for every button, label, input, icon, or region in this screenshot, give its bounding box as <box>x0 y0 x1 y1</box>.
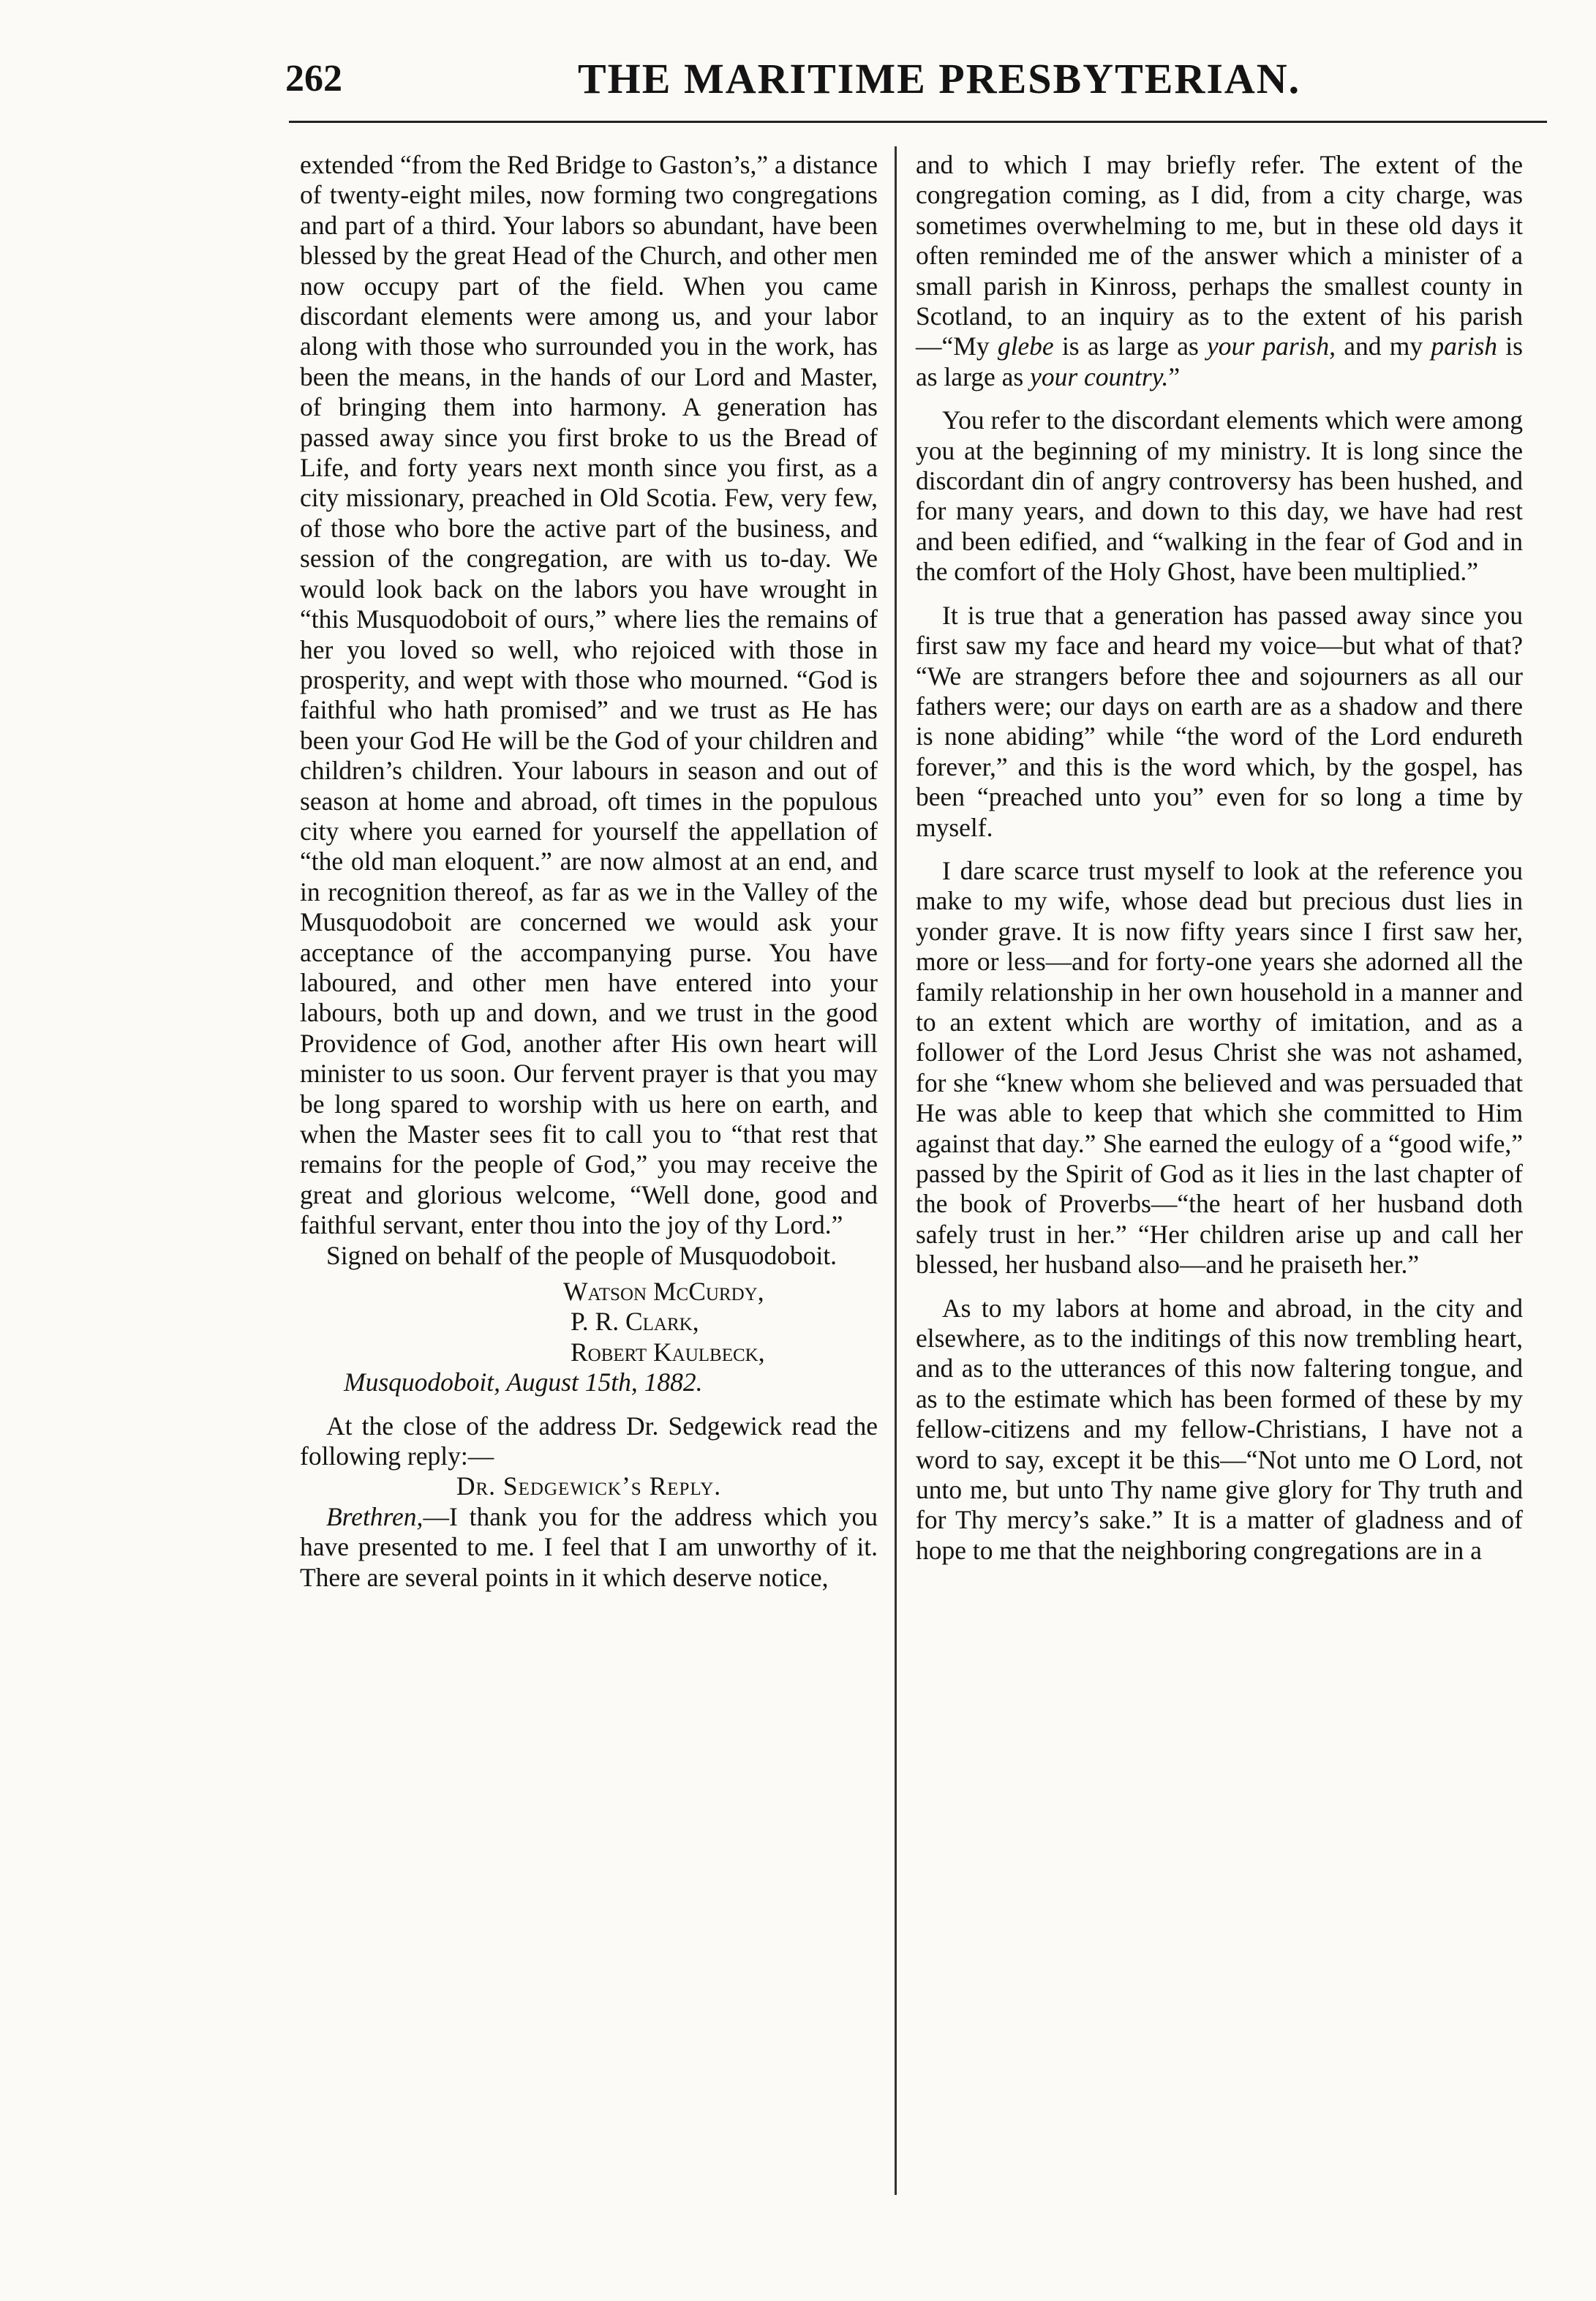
reply-paragraph-5: As to my labors at home and abroad, in the city and elsewhere, as to the inditings of this now trembling heart, and as to the utterances of this now faltering tongue, and as to the estimate which has been formed of these by my fellow-citizens and my fellow-Christians, I have not a word to say, except it be this—“Not unto me O Lord, not unto me, but unto Thy name give glory for Thy truth and for Thy mercy’s sake.” It is a matter of gladness and of hope to me that the neighboring congregations are in a <box>916 1293 1523 1565</box>
address-paragraph: extended “from the Red Bridge to Gaston’s,” a distance of twenty-eight miles, now forming two congregations and part of a third. Your labors so abundant, have been blessed by the great Head of the Church, and other men now occupy part of the field. When you came discordant elements were among us, and your labor along with those who surrounded you in the work, has been the means, in the hands of our Lord and Master, of bringing them into harmony. A generation has passed away since you first broke to us the Bread of Life, and forty years next month since you first, as a city missionary, preached in Old Scotia. Few, very few, of those who bore the active part of the business, and session of the congregation, are with us to-day. We would look back on the labors you have wrought in “this Musquodoboit of ours,” where lies the remains of her you loved so well, who rejoiced with those in prosperity, and wept with those who mourned. “God is faithful who hath promised” and we trust as He has been your God He will be the God of your children and children’s children. Your labours in season and out of season at home and abroad, oft times in the populous city where you earned for yourself the appellation of “the old man eloquent.” are now almost at an end, and in recognition thereof, as far as we in the Valley of the Musquodoboit are concerned we would ask your acceptance of the accompanying purse. You have laboured, and other men have entered into your labours, both up and down, and we trust in the good Providence of God, another after His own heart will minister to us soon. Our fervent prayer is that you may be long spared to worship with us here on earth, and when the Master sees fit to call you to “that rest that remains for the people of God,” you may receive the great and glorious welcome, “Well done, good and faithful servant, enter thou into the joy of thy Lord.” <box>300 150 878 1240</box>
reply-paragraph-1-text: —I thank you for the address which you have presented to me. I feel that I am unworthy of it. There are several points in it which deserve notice, <box>300 1501 878 1592</box>
signatories <box>300 1277 878 1367</box>
left-column <box>300 150 878 1593</box>
reply-paragraph-4: I dare scarce trust myself to look at the reference you make to my wife, whose dead but precious dust lies in yonder grave. It is now fifty years since I first saw her, more or less—and for forty-one years she adorned all the family relationship in her own household in a manner and to an extent which are worthy of imitation, and as a follower of the Lord Jesus Christ she was not ashamed, for she “knew whom she believed and was persuaded that He was able to keep that which she committed to Him against that day.” She earned the eulogy of a “good wife,” passed by the Spirit of God as it lies in the last chapter of the book of Proverbs—“the heart of her husband doth safely trust in her.” “Her children arise up and call her blessed, her husband also—and he praiseth her.” <box>916 855 1523 1280</box>
page-number: 262 <box>285 58 342 100</box>
section-heading: Dr. Sedgewick’s Reply. <box>456 1471 722 1501</box>
signed-on-behalf: Signed on behalf of the people of Musquodoboit. <box>326 1240 837 1270</box>
reply-text-e: ” <box>1168 361 1181 391</box>
reply-paragraph-1 <box>300 1502 878 1593</box>
reply-intro: At the close of the address Dr. Sedgewick read the following reply:— <box>300 1411 878 1471</box>
page-header <box>0 0 1596 110</box>
italic-your-parish: your parish, <box>1207 331 1336 361</box>
italic-parish: parish <box>1431 331 1498 361</box>
reply-paragraph-2: You refer to the discordant elements which were among you at the beginning of my ministry. It is long since the discordant din of angry controversy has been hushed, and for many years, and down to this day, we have had rest and been edified, and “walking in the fear of God and in the comfort of the Holy Ghost, have been multiplied.” <box>916 405 1523 587</box>
italic-your-country: your country. <box>1030 361 1169 391</box>
salutation: Brethren, <box>326 1501 424 1531</box>
signatory-1: Watson McCurdy, <box>563 1277 764 1307</box>
reply-paragraph-3: It is true that a generation has passed away since you first saw my face and heard my voice—but what of that? “We are strangers before thee and sojourners as all our fathers were; our days on earth are as a shadow and there is none abiding” while “the word of the Lord endureth forever,” and this is the word which, by the gospel, has been “preached unto you” even for so long a time by myself. <box>916 600 1523 842</box>
signatory-3: Robert Kaulbeck, <box>571 1337 765 1367</box>
italic-glebe: glebe <box>997 331 1054 361</box>
dateline: Musquodoboit, August 15th, 1882. <box>344 1367 703 1397</box>
header-rule <box>289 121 1547 123</box>
column-divider <box>895 146 897 2195</box>
running-title: THE MARITIME PRESBYTERIAN. <box>578 55 1301 102</box>
reply-text-a: and to which I may briefly refer. The extent of the congregation coming, as I did, from a city charge, was sometimes overwhelming to me, but in these old days it often reminded me of the answer which a minister of a small parish in Kinross, perhaps the smallest county in Scotland, to an inquiry as to the extent of his parish—“My <box>916 150 1523 361</box>
right-column <box>916 150 1523 1566</box>
reply-continuation <box>916 150 1523 392</box>
reply-text-d: is as large as <box>916 331 1523 391</box>
signatory-2: P. R. Clark, <box>571 1307 699 1337</box>
reply-text-c: and my <box>1335 331 1431 361</box>
reply-text-b: is as large as <box>1053 331 1208 361</box>
